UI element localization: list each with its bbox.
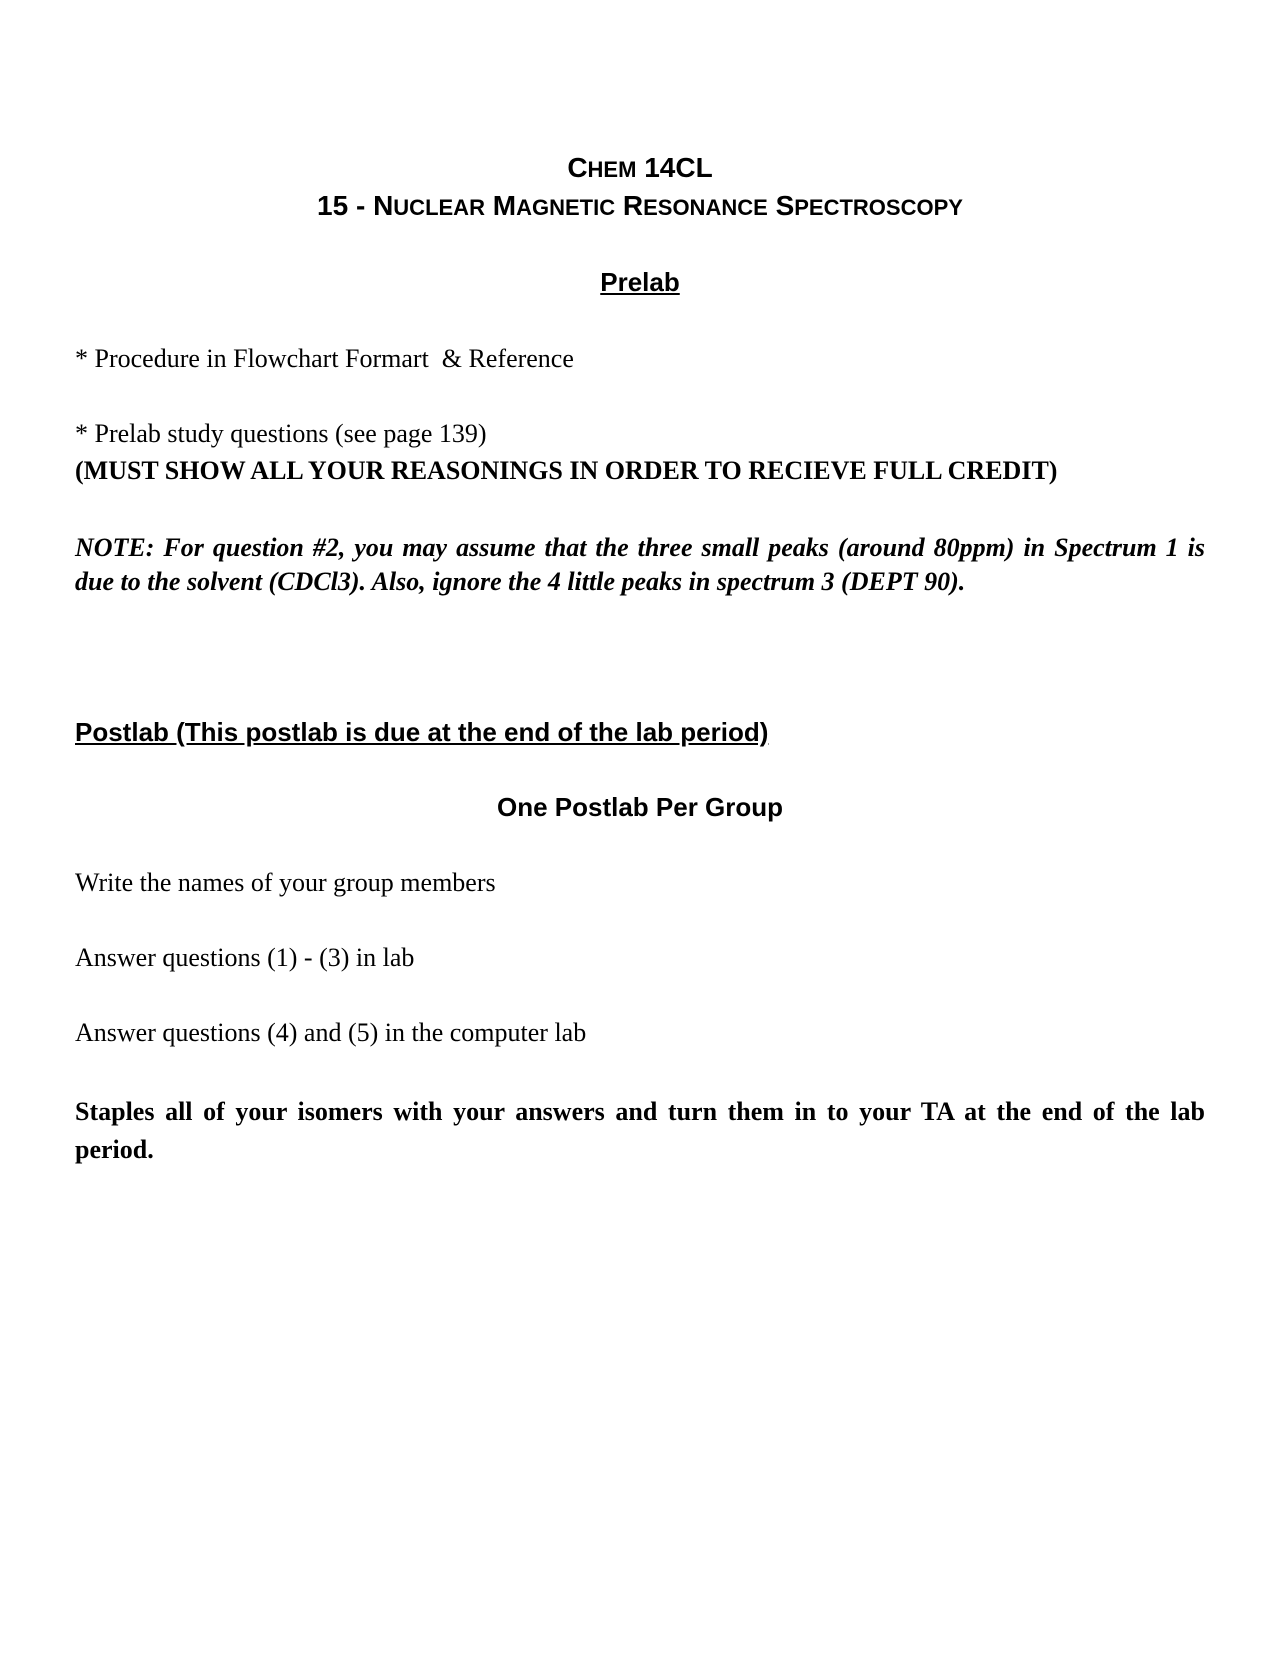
staples-instruction: Staples all of your isomers with your answers and turn them in to your TA at the end of the lab period. <box>75 1097 1205 1164</box>
solvent-note: NOTE: For question #2, you may assume that the three small peaks (around 80ppm) in Spectrum 1 is due to the solvent (CDCl3). Also, ignore the 4 little peaks in spectrum 3 (DEPT 90). <box>75 533 1205 596</box>
lab-questions-instruction: Answer questions (1) - (3) in lab <box>75 943 415 972</box>
postlab-subheading: One Postlab Per Group <box>496 792 784 822</box>
group-names-instruction: Write the names of your group members <box>75 868 496 897</box>
must-show-note: (MUST SHOW ALL YOUR REASONINGS IN ORDER TO RECIEVE FULL CREDIT) <box>75 456 1058 485</box>
prelab-heading: Prelab <box>600 267 680 297</box>
procedure-item: * Procedure in Flowchart Formart & Reference <box>75 344 574 373</box>
course-title: CHEM 14CL <box>567 152 713 183</box>
computer-questions-instruction: Answer questions (4) and (5) in the computer lab <box>75 1018 587 1047</box>
lab-title: 15 - NUCLEAR MAGNETIC RESONANCE SPECTROSCOPY <box>317 190 963 221</box>
study-questions-item: * Prelab study questions (see page 139) <box>75 419 487 448</box>
postlab-heading: Postlab (This postlab is due at the end of the lab period) <box>75 717 769 747</box>
